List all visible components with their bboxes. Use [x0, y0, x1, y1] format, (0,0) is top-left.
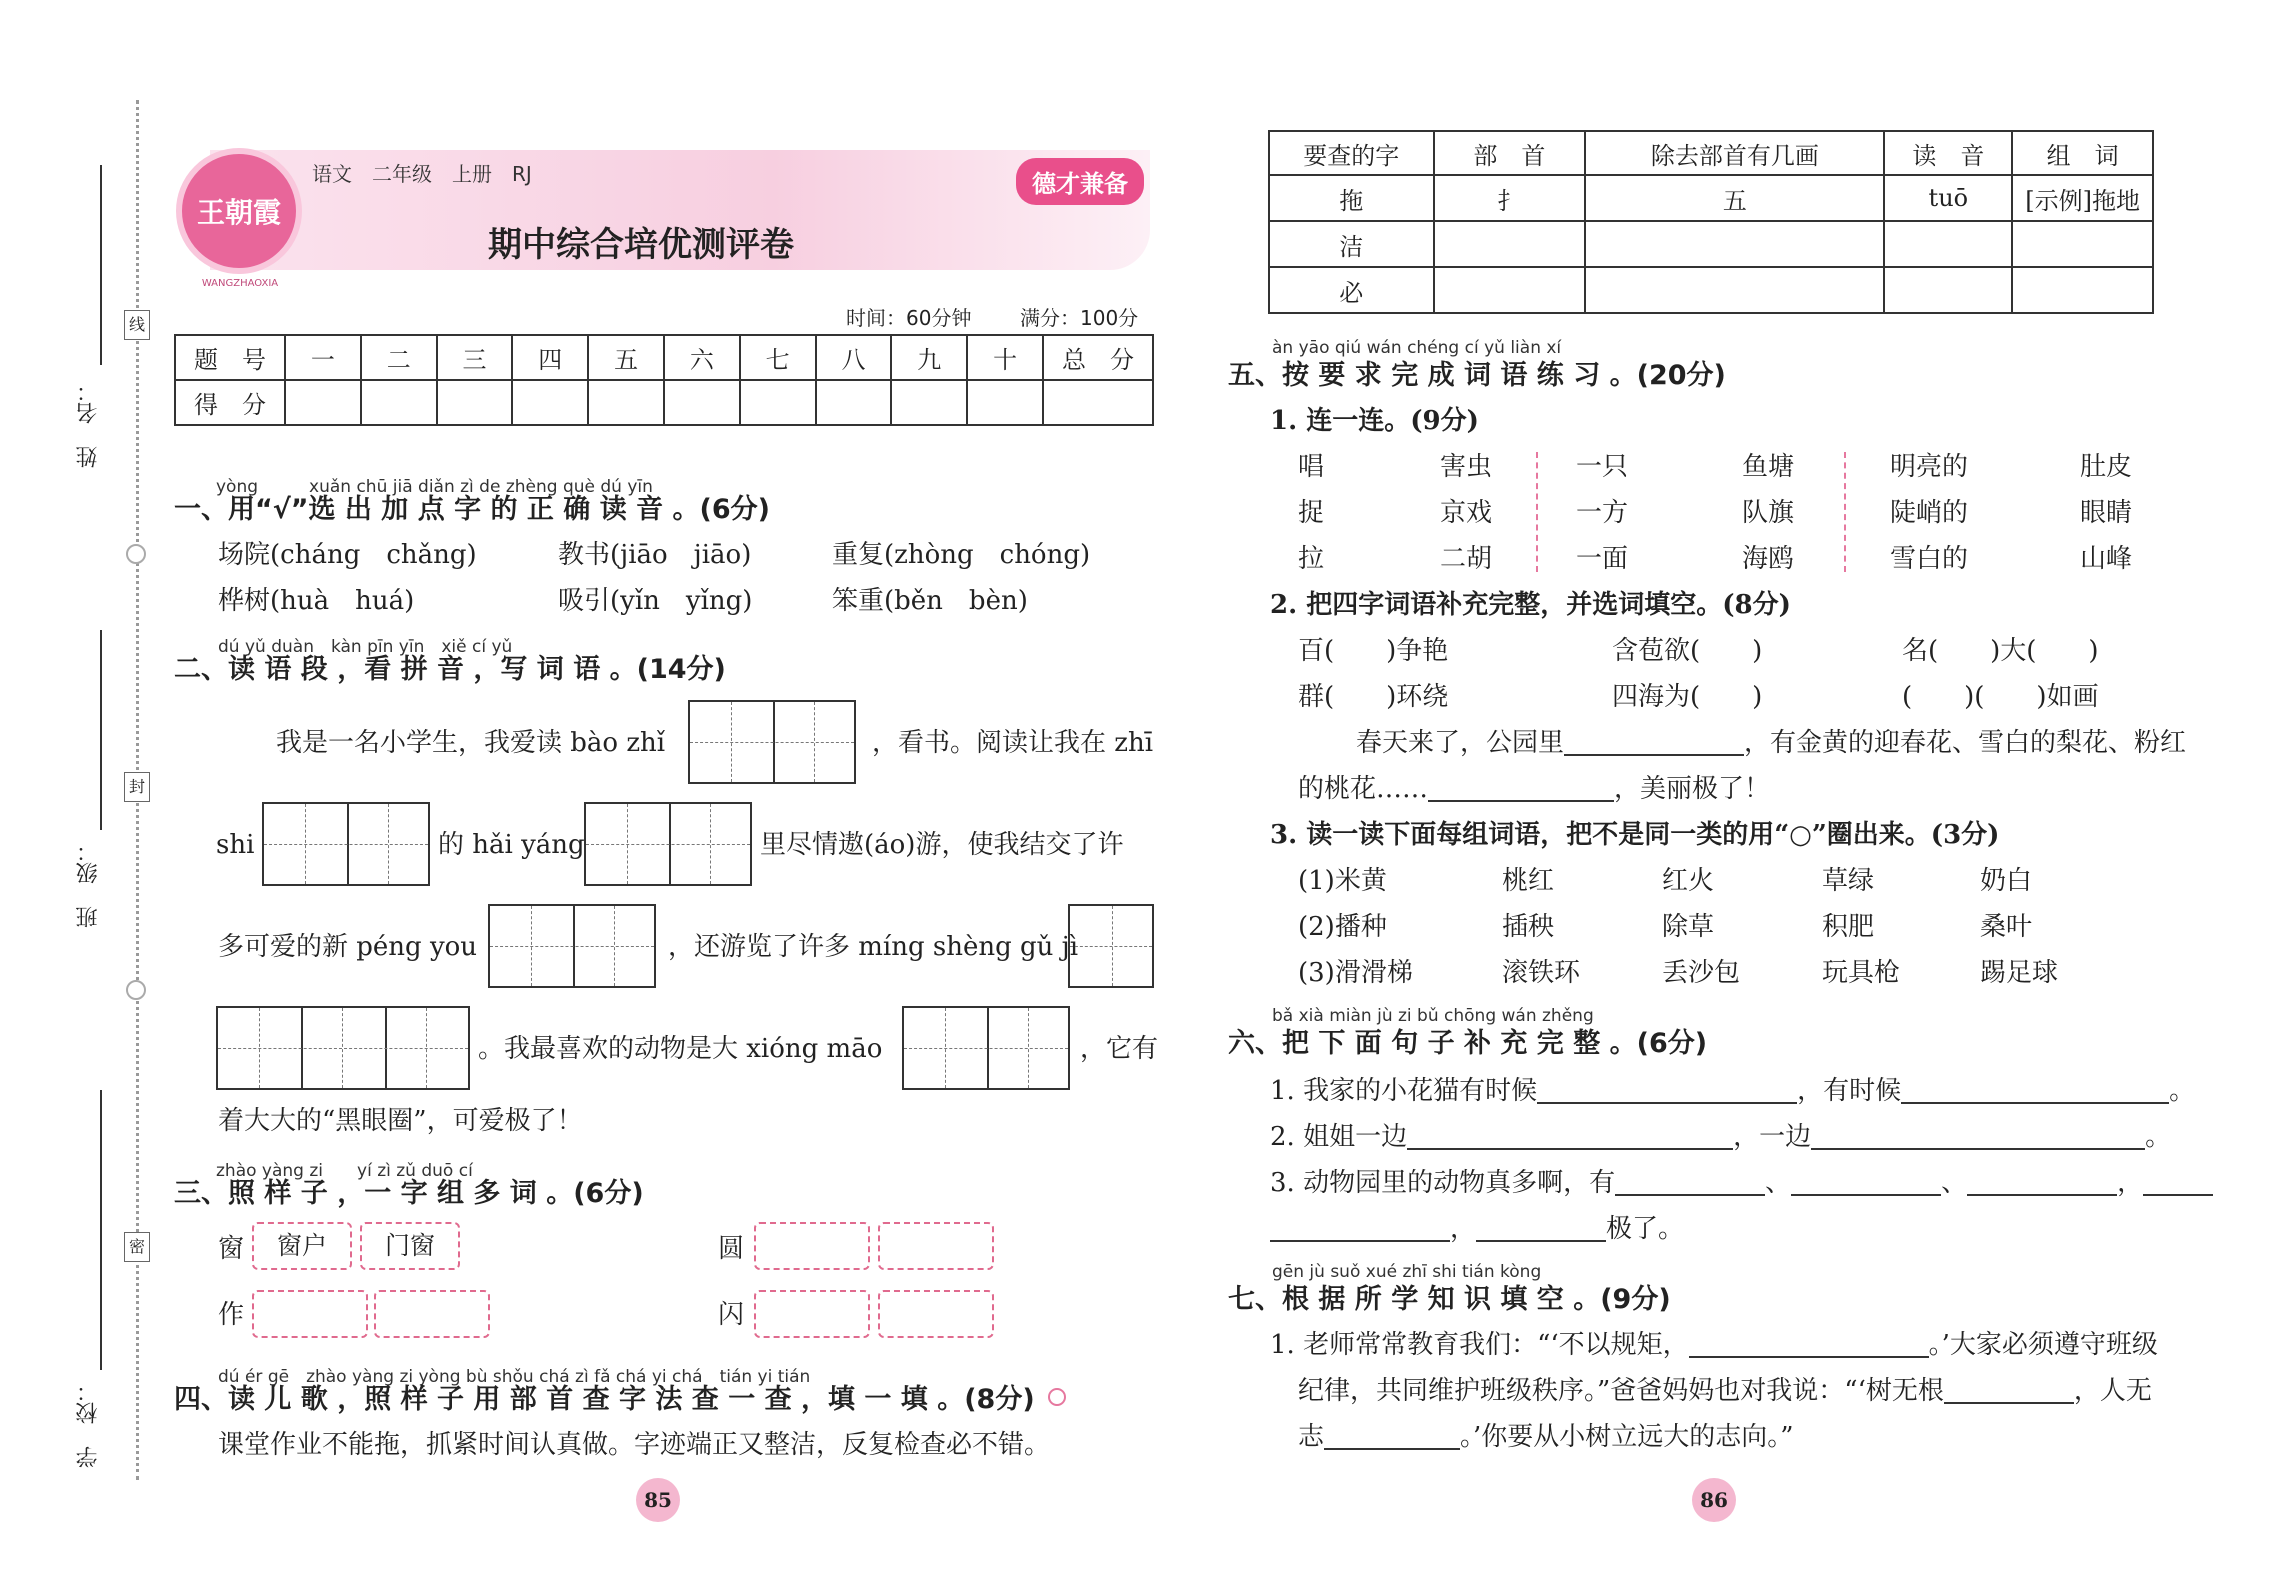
match-word[interactable]: 陡峭的 [1890, 498, 1969, 528]
time-limit: 时间：60分钟 [846, 306, 972, 330]
score-header-cell: 九 [891, 335, 967, 380]
category-word[interactable]: (2)播种 [1298, 912, 1387, 942]
score-label: 得 分 [175, 380, 285, 425]
blank-gongyuan[interactable] [1564, 732, 1744, 756]
s3-blank-shan-1[interactable] [754, 1290, 870, 1338]
match-word[interactable]: 一方 [1576, 498, 1629, 528]
category-word[interactable]: 玩具枪 [1822, 958, 1901, 988]
seal-mark: 封 [124, 772, 150, 802]
logo-subtext: WANGZHAOXIA [201, 278, 279, 289]
s6-comma-2: ， [1450, 1214, 1477, 1244]
match-word[interactable]: 海鸥 [1742, 544, 1795, 574]
s2-text-2c: 里尽情遨(áo)游，使我结交了许 [760, 830, 1124, 860]
s6-text-1c: 。 [2169, 1076, 2196, 1106]
score-cell[interactable] [437, 380, 513, 425]
score-header-cell: 七 [740, 335, 816, 380]
s2-text-2a: shi [216, 830, 255, 860]
score-cell[interactable] [361, 380, 437, 425]
match-word[interactable]: 京戏 [1440, 498, 1493, 528]
lookup-cell[interactable] [1434, 221, 1586, 267]
s6-title: 六、把 下 面 句 子 补 充 完 整 。(6分) [1228, 1028, 1708, 1059]
s5-q3: 3. 读一读下面每组词语，把不是同一类的用“○”圈出来。(3分) [1270, 820, 2000, 850]
score-header-cell: 一 [285, 335, 361, 380]
logo-text: 王朝霞 [196, 196, 281, 229]
lookup-header: 读 音 [1884, 131, 2012, 175]
s6-line-3 [1270, 1170, 2213, 1196]
s6-text-2b: ，一边 [1733, 1122, 1812, 1152]
blank-s6-9[interactable] [1270, 1218, 1450, 1242]
blank-s6-10[interactable] [1476, 1218, 1606, 1242]
s1-pinyin: yòng xuǎn chū jiā diǎn zì de zhèng què dú yīn [216, 477, 653, 497]
s6-pinyin: bǎ xià miàn jù zi bǔ chōng wán zhěng [1272, 1006, 1594, 1026]
s5-para-text-1a: 春天来了，公园里 [1356, 728, 1565, 758]
s5-paragraph-1 [1356, 730, 2186, 756]
audio-icon [1048, 1388, 1066, 1406]
s7-pinyin: gēn jù suǒ xué zhī shi tián kòng [1272, 1262, 1542, 1282]
s3-blank-shan-2[interactable] [878, 1290, 994, 1338]
lookup-header: 部 首 [1434, 131, 1586, 175]
lookup-cell[interactable] [1884, 267, 2012, 313]
class-label: 班 级： [76, 840, 101, 928]
name-blank[interactable] [100, 165, 102, 365]
score-cell[interactable] [967, 380, 1043, 425]
s4-pinyin: dú ér gē zhào yàng zi yòng bù shǒu chá zì fǎ chá yi chá tián yi tián [218, 1367, 811, 1387]
page-number-left: 85 [636, 1478, 680, 1522]
answer-grid-haiyang[interactable] [584, 802, 752, 886]
category-word[interactable]: 红火 [1662, 866, 1715, 896]
s1-title: 一、用“√”选 出 加 点 字 的 正 确 读 音 。(6分) [174, 494, 770, 525]
score-header-cell: 十 [967, 335, 1043, 380]
s2-text-3a: 多可爱的新 péng you [218, 932, 478, 962]
s6-text-1b: ，有时候 [1797, 1076, 1902, 1106]
s2-pinyin: dú yǔ duàn kàn pīn yīn xiě cí yǔ [218, 637, 513, 657]
match-word[interactable]: 害虫 [1440, 452, 1493, 482]
category-word[interactable]: 积肥 [1822, 912, 1875, 942]
match-word[interactable]: 明亮的 [1890, 452, 1969, 482]
s5-q2: 2. 把四字词语补充完整，并选词填空。(8分) [1270, 590, 1791, 620]
blank-s6-8[interactable] [2143, 1172, 2213, 1196]
blank-s6-1[interactable] [1537, 1080, 1797, 1104]
s5-para-text-2a: 的桃花…… [1298, 774, 1429, 804]
idiom-6[interactable]: ( )( )如画 [1902, 682, 2099, 712]
name-label: 姓 名： [76, 380, 101, 468]
s7-text-1b: 。’大家必须遵守班级 [1928, 1330, 2158, 1360]
blank-s6-6[interactable] [1791, 1172, 1941, 1196]
category-word[interactable]: 桃红 [1502, 866, 1555, 896]
match-divider-2 [1844, 452, 1846, 572]
s1-item-4[interactable]: 桦树(huà huá) [218, 586, 415, 616]
match-word[interactable]: 雪白的 [1890, 544, 1969, 574]
blank-s6-2[interactable] [1901, 1080, 2169, 1104]
s1-item-2[interactable]: 教书(jiāo jiāo) [558, 540, 752, 570]
s6-line-4 [1270, 1216, 1684, 1242]
score-cell[interactable] [588, 380, 664, 425]
school-blank[interactable] [100, 1090, 102, 1370]
category-word[interactable]: (3)滑滑梯 [1298, 958, 1413, 988]
s7-text-1a: 1. 老师常常教育我们：“‘不以规矩， [1270, 1330, 1689, 1360]
blank-s6-3[interactable] [1407, 1126, 1733, 1150]
category-word[interactable]: 丢沙包 [1662, 958, 1741, 988]
s3-title: 三、照 样 子 ，一 字 组 多 词 。(6分) [174, 1178, 644, 1209]
s7-text-3a: 志 [1298, 1422, 1325, 1452]
s3-blank-zuo-1[interactable] [252, 1290, 368, 1338]
match-divider-1 [1536, 452, 1538, 572]
s6-text-2a: 2. 姐姐一边 [1270, 1122, 1408, 1152]
match-word[interactable]: 二胡 [1440, 544, 1493, 574]
lookup-cell: 拖 [1269, 175, 1434, 221]
s2-text-4a: 。我最喜欢的动物是大 xióng māo [478, 1034, 883, 1064]
s6-text-3a: 3. 动物园里的动物真多啊，有 [1270, 1168, 1616, 1198]
category-word[interactable]: 插秧 [1502, 912, 1555, 942]
idiom-3[interactable]: 名( )大( ) [1902, 636, 2099, 666]
s6-line-1 [1270, 1078, 2195, 1104]
s6-comma-1: ， [2117, 1168, 2144, 1198]
s4-poem: 课堂作业不能拖，抓紧时间认真做。字迹端正又整洁，反复检查必不错。 [218, 1430, 1051, 1460]
score-header-cell: 五 [588, 335, 664, 380]
s3-char-chuang: 窗 [218, 1234, 245, 1264]
s3-pinyin: zhào yàng zi yí zì zǔ duō cí [216, 1161, 473, 1181]
score-cell[interactable] [512, 380, 588, 425]
category-word[interactable]: 奶白 [1980, 866, 2033, 896]
s6-line-2 [1270, 1124, 2171, 1150]
blank-s6-4[interactable] [1811, 1126, 2145, 1150]
s3-blank-yuan-1[interactable] [754, 1222, 870, 1270]
s7-title: 七、根 据 所 学 知 识 填 空 。(9分) [1228, 1284, 1671, 1315]
badge-label: 德才兼备 [1016, 158, 1144, 205]
s7-text-2a: 纪律，共同维护班级秩序。”爸爸妈妈也对我说：“‘树无根 [1298, 1376, 1944, 1406]
score-header-cell: 总 分 [1043, 335, 1153, 380]
score-header-cell: 八 [816, 335, 892, 380]
score-cell[interactable] [285, 380, 361, 425]
s5-para-text-2b: ，美丽极了！ [1614, 774, 1771, 804]
s1-item-3[interactable]: 重复(zhòng chóng) [832, 540, 1091, 570]
category-word[interactable]: 草绿 [1822, 866, 1875, 896]
score-cell[interactable] [816, 380, 892, 425]
match-word[interactable]: 一只 [1576, 452, 1629, 482]
score-header-cell: 题 号 [175, 335, 285, 380]
secret-mark: 密 [124, 1232, 150, 1262]
s2-title: 二、读 语 段 ，看 拼 音 ，写 词 语 。(14分) [174, 654, 726, 685]
lookup-cell: 五 [1585, 175, 1884, 221]
score-cell[interactable] [891, 380, 967, 425]
s2-text-4b: ，它有 [1080, 1034, 1159, 1064]
lookup-cell[interactable] [2012, 221, 2153, 267]
page-title: 期中综合培优测评卷 [488, 225, 794, 265]
match-word[interactable]: 鱼塘 [1742, 452, 1795, 482]
score-header-cell: 六 [664, 335, 740, 380]
lookup-header: 要查的字 [1269, 131, 1434, 175]
s7-line-1 [1270, 1332, 2158, 1358]
match-word[interactable]: 队旗 [1742, 498, 1795, 528]
score-header-cell: 三 [437, 335, 513, 380]
line-mark: 线 [124, 310, 150, 340]
lookup-cell[interactable] [1434, 267, 1586, 313]
lookup-cell[interactable] [2012, 267, 2153, 313]
s5-para-text-1b: ，有金黄的迎春花、雪白的梨花、粉红 [1744, 728, 2187, 758]
answer-grid-baozhi[interactable] [688, 700, 856, 784]
blank-taohua[interactable] [1428, 778, 1614, 802]
match-word[interactable]: 唱 [1298, 452, 1325, 482]
match-word[interactable]: 拉 [1298, 544, 1325, 574]
answer-grid-zhishi[interactable] [262, 802, 430, 886]
margin-circle-icon [126, 544, 146, 564]
answer-grid-mingsheng-part1[interactable] [1068, 904, 1154, 988]
full-score: 满分：100分 [1020, 306, 1139, 330]
lookup-header: 除去部首有几画 [1585, 131, 1884, 175]
class-blank[interactable] [100, 630, 102, 830]
category-word[interactable]: (1)米黄 [1298, 866, 1387, 896]
s4-title: 四、读 儿 歌 ，照 样 子 用 部 首 查 字 法 查 一 查 ，填 一 填 。(8分) [174, 1384, 1035, 1415]
answer-grid-pengyou[interactable] [488, 904, 656, 988]
subject-line: 语文 二年级 上册 RJ [312, 162, 532, 186]
idiom-5[interactable]: 四海为( ) [1612, 682, 1763, 712]
s3-char-yuan: 圆 [718, 1234, 745, 1264]
s5-pinyin: àn yāo qiú wán chéng cí yǔ liàn xí [1272, 338, 1562, 358]
answer-grid-mingsheng-part2[interactable] [216, 1006, 470, 1090]
match-word[interactable]: 眼睛 [2080, 498, 2133, 528]
score-cell[interactable] [664, 380, 740, 425]
blank-s7-1[interactable] [1689, 1334, 1929, 1358]
lookup-table [1268, 130, 2154, 314]
match-word[interactable]: 肚皮 [2080, 452, 2133, 482]
match-word[interactable]: 山峰 [2080, 544, 2133, 574]
page-number-right: 86 [1692, 1478, 1736, 1522]
s3-blank-zuo-2[interactable] [374, 1290, 490, 1338]
blank-s7-3[interactable] [1324, 1426, 1460, 1450]
category-word[interactable]: 踢足球 [1980, 958, 2059, 988]
s2-text-3b: ，还游览了许多 míng shèng gǔ jì [668, 932, 1079, 962]
lookup-cell: 洁 [1269, 221, 1434, 267]
lookup-cell: 扌 [1434, 175, 1586, 221]
s5-title: 五、按 要 求 完 成 词 语 练 习 。(20分) [1228, 360, 1726, 391]
idiom-4[interactable]: 群( )环绕 [1298, 682, 1449, 712]
blank-s6-5[interactable] [1615, 1172, 1765, 1196]
match-word[interactable]: 一面 [1576, 544, 1629, 574]
lookup-cell: [示例]拖地 [2012, 175, 2153, 221]
s2-text-5: 着大大的“黑眼圈”，可爱极了！ [218, 1106, 583, 1136]
s7-text-3b: 。’你要从小树立远大的志向。” [1460, 1422, 1794, 1452]
blank-s7-2[interactable] [1944, 1380, 2074, 1404]
score-cell[interactable] [740, 380, 816, 425]
category-word[interactable]: 滚铁环 [1502, 958, 1581, 988]
s6-text-4b: 极了。 [1606, 1214, 1685, 1244]
s7-line-2 [1298, 1378, 2152, 1404]
s3-char-zuo: 作 [218, 1300, 245, 1330]
lookup-cell: tuō [1884, 175, 2012, 221]
score-header-cell: 四 [512, 335, 588, 380]
s5-q1: 1. 连一连。(9分) [1270, 406, 1479, 436]
s2-text-1b: ，看书。阅读让我在 zhī [872, 728, 1154, 758]
s1-item-6[interactable]: 笨重(běn bèn) [832, 586, 1028, 616]
s2-text-2b: 的 hǎi yáng [438, 830, 585, 860]
lookup-header: 组 词 [2012, 131, 2153, 175]
blank-s6-7[interactable] [1967, 1172, 2117, 1196]
s3-example-word-2: 门窗 [360, 1222, 460, 1270]
s1-item-1[interactable]: 场院(cháng chǎng) [218, 540, 477, 570]
school-label: 学 校： [76, 1380, 101, 1468]
lookup-cell: 必 [1269, 267, 1434, 313]
margin-circle-icon [126, 980, 146, 1000]
answer-grid-xiongmao[interactable] [902, 1006, 1070, 1090]
s6-text-2c: 。 [2145, 1122, 2172, 1152]
s3-example-word-1: 窗户 [252, 1222, 352, 1270]
category-word[interactable]: 除草 [1662, 912, 1715, 942]
s6-sep-1: 、 [1765, 1168, 1792, 1198]
idiom-2[interactable]: 含苞欲( ) [1612, 636, 1763, 666]
s2-text-1a: 我是一名小学生，我爱读 bào zhǐ [276, 728, 666, 758]
score-cell[interactable] [1043, 380, 1153, 425]
match-word[interactable]: 捉 [1298, 498, 1325, 528]
s7-line-3 [1298, 1424, 1794, 1450]
s1-item-5[interactable]: 吸引(yǐn yǐng) [558, 586, 753, 616]
idiom-1[interactable]: 百( )争艳 [1298, 636, 1449, 666]
category-word[interactable]: 桑叶 [1980, 912, 2033, 942]
s7-text-2b: ，人无 [2073, 1376, 2152, 1406]
lookup-cell[interactable] [1585, 267, 1884, 313]
s5-paragraph-2 [1298, 776, 1770, 802]
score-table [174, 334, 1154, 426]
s3-blank-yuan-2[interactable] [878, 1222, 994, 1270]
score-header-cell: 二 [361, 335, 437, 380]
s6-text-1a: 1. 我家的小花猫有时候 [1270, 1076, 1538, 1106]
lookup-cell[interactable] [1585, 221, 1884, 267]
lookup-cell[interactable] [1884, 221, 2012, 267]
logo-badge [176, 148, 302, 274]
s3-char-shan: 闪 [718, 1300, 745, 1330]
s6-sep-2: 、 [1941, 1168, 1968, 1198]
